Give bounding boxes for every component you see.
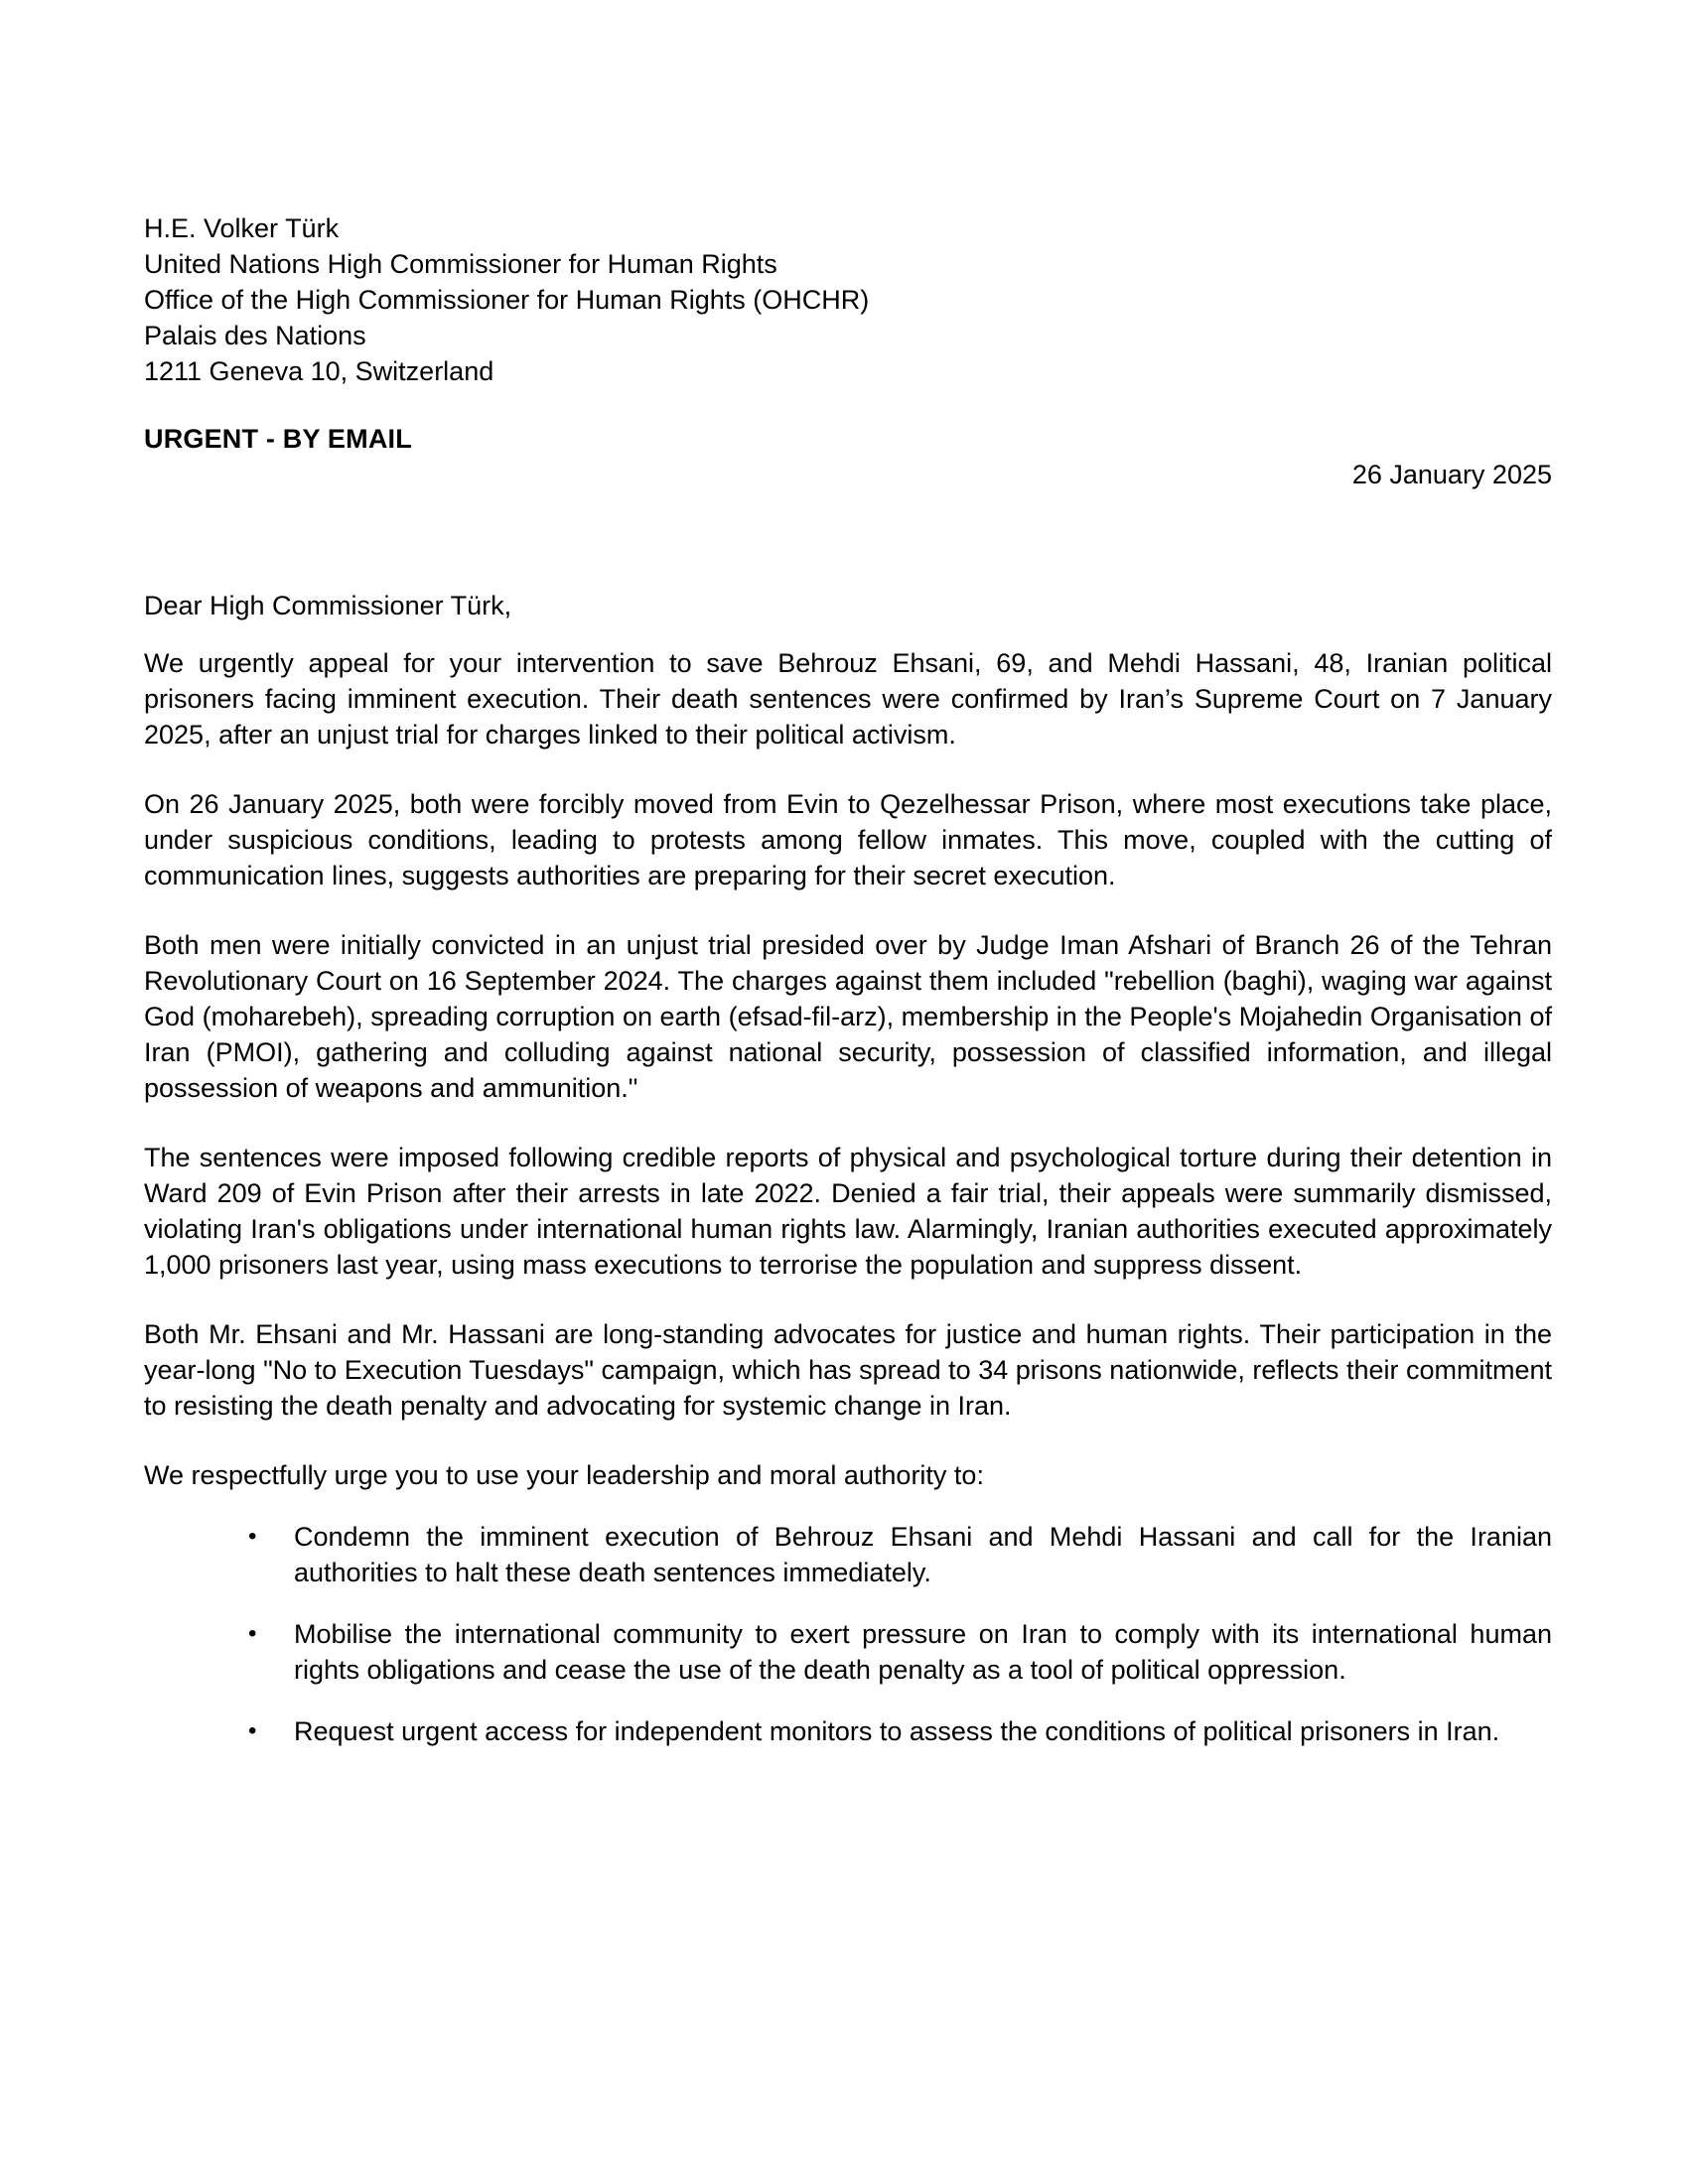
recipient-address-line: Palais des Nations [144, 321, 366, 350]
recipient-city-line: 1211 Geneva 10, Switzerland [144, 356, 494, 386]
urge-intro: We respectfully urge you to use your leadership and moral authority to: [144, 1460, 984, 1490]
paragraph-advocacy: Both Mr. Ehsani and Mr. Hassani are long-standing advocates for justice and human rights. Their participation in the year-long "No to Execution Tuesdays" campaign, which has spread to 34 prisons nationwide, reflects their commitment to resisting the death penalty and advocating for systemic change in Iran. [144, 1319, 1552, 1421]
demands-list [144, 1519, 1552, 1749]
recipient-address-block [144, 210, 1552, 389]
recipient-office: Office of the High Commissioner for Human Rights (OHCHR) [144, 285, 870, 315]
list-item-text: Mobilise the international community to exert pressure on Iran to comply with its international human rights obligations and cease the use of the death penalty as a tool of political oppression. [294, 1619, 1552, 1685]
bullet-icon: • [248, 1523, 257, 1550]
list-item-condemn [144, 1519, 1552, 1590]
list-item-text: Request urgent access for independent monitors to assess the conditions of political prisoners in Iran. [294, 1716, 1500, 1746]
paragraph-appeal: We urgently appeal for your intervention to save Behrouz Ehsani, 69, and Mehdi Hassani, 48, Iranian political prisoners facing imminent execution. Their death sentences were confirmed by Iran’s Supreme Court on 7 January 2025, after an unjust trial for charges linked to their political activism. [144, 648, 1552, 750]
list-item-access [144, 1713, 1552, 1749]
bullet-icon: • [248, 1717, 257, 1744]
delivery-notice: URGENT - BY EMAIL [144, 424, 412, 454]
list-item-mobilise [144, 1616, 1552, 1688]
bullet-icon: • [248, 1620, 257, 1647]
paragraph-conviction: Both men were initially convicted in an unjust trial presided over by Judge Iman Afshari of Branch 26 of the Tehran Revolutionary Court on 16 September 2024. The charges against them included "rebellion (baghi), waging war against God (moharebeh), spreading corruption on earth (efsad-fil-arz), membership in the People's Mojahedin Organisation of Iran (PMOI), gathering and colluding against national security, possession of classified information, and illegal possession of weapons and ammunition." [144, 930, 1552, 1103]
paragraph-transfer: On 26 January 2025, both were forcibly moved from Evin to Qezelhessar Prison, where most executions take place, under suspicious conditions, leading to protests among fellow inmates. This move, coupled with the cutting of communication lines, suggests authorities are preparing for their secret execution. [144, 789, 1552, 890]
recipient-name: H.E. Volker Türk [144, 213, 340, 243]
letter-date: 26 January 2025 [1351, 460, 1552, 489]
letter-content [144, 210, 1552, 1775]
list-item-text: Condemn the imminent execution of Behrouz Ehsani and Mehdi Hassani and call for the Iranian authorities to halt these death sentences immediately. [294, 1522, 1552, 1587]
recipient-title: United Nations High Commissioner for Human Rights [144, 249, 777, 279]
paragraph-torture: The sentences were imposed following credible reports of physical and psychological torture during their detention in Ward 209 of Evin Prison after their arrests in late 2022. Denied a fair trial, their appeals were summarily dismissed, violating Iran's obligations under international human rights law. Alarmingly, Iranian authorities executed approximately 1,000 prisoners last year, using mass executions to terrorise the population and suppress dissent. [144, 1143, 1552, 1280]
salutation: Dear High Commissioner Türk, [144, 591, 512, 620]
